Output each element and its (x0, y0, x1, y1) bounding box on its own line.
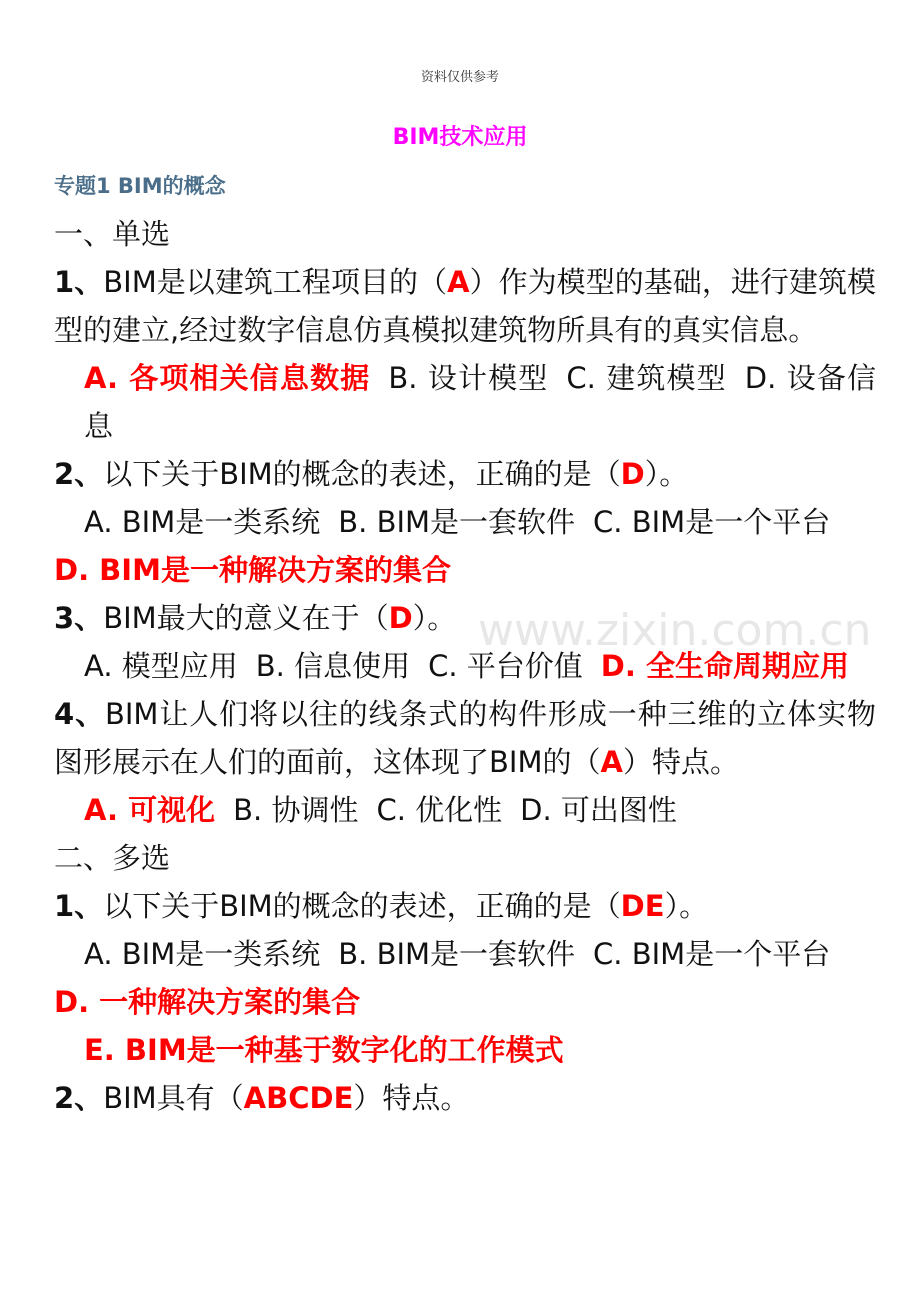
option-a: A. BIM是一类系统 (84, 937, 321, 971)
question-number: 3、 (54, 601, 104, 635)
answer: ABCDE (243, 1081, 354, 1115)
section-heading-single: 一、单选 (54, 217, 171, 251)
question-number: 2、 (54, 1081, 104, 1115)
option-a: A. BIM是一类系统 (84, 505, 321, 539)
question-text: BIM让人们将以往的线条式的构件形成一种三维的立体实物图形展示在人们的面前，这体现了BIM的（ (54, 697, 876, 779)
question-1 (54, 258, 876, 354)
question-number: 1、 (54, 265, 104, 299)
option-b: B. BIM是一套软件 (338, 505, 576, 539)
question-2-option-d-line (54, 546, 876, 594)
option-b: B. 协调性 (233, 793, 359, 827)
option-c: C. 优化性 (376, 793, 503, 827)
question-text: 以下关于BIM的概念的表述，正确的是（ (103, 457, 621, 491)
question-number: 4、 (54, 697, 105, 731)
document-body (54, 210, 876, 1122)
watermark-text: www.zixin.com.cn (478, 605, 872, 656)
answer: D (388, 601, 413, 635)
question-4-options (54, 786, 876, 834)
question-2-options (54, 498, 876, 546)
option-b: B. BIM是一套软件 (338, 937, 576, 971)
option-a: A. 各项相关信息数据 (84, 361, 371, 395)
document-title: BIM技术应用 (392, 125, 528, 150)
topic-heading: 专题1 BIM的概念 (54, 174, 226, 198)
header-note: 资料仅供参考 (420, 70, 499, 85)
question-3-options (54, 642, 876, 690)
option-a: A. 模型应用 (84, 649, 238, 683)
option-d: D. 可出图性 (520, 793, 677, 827)
option-d: D. BIM是一种解决方案的集合 (54, 553, 451, 587)
option-c: C. 建筑模型 (566, 361, 727, 395)
question-1-options (54, 354, 876, 450)
option-d: D. 全生命周期应用 (600, 649, 849, 683)
question-number: 2、 (54, 457, 104, 491)
multi-question-1-option-e-line (54, 1026, 876, 1074)
option-c: C. BIM是一个平台 (593, 937, 831, 971)
option-d: D. 一种解决方案的集合 (54, 985, 361, 1019)
multi-question-1-options (54, 930, 876, 978)
question-number: 1、 (54, 889, 104, 923)
multi-question-2 (54, 1074, 876, 1122)
question-text: ）。 (644, 457, 689, 491)
option-c: C. BIM是一个平台 (593, 505, 831, 539)
question-text: ）特点。 (353, 1081, 470, 1115)
question-text: 以下关于BIM的概念的表述，正确的是（ (103, 889, 621, 923)
answer: DE (620, 889, 665, 923)
question-text: ）。 (664, 889, 709, 923)
question-text: BIM最大的意义在于（ (103, 601, 389, 635)
answer: A (600, 745, 623, 779)
option-e: E. BIM是一种基于数字化的工作模式 (84, 1033, 564, 1067)
question-text: ）。 (412, 601, 457, 635)
option-d: D. 设备信息 (84, 361, 876, 443)
answer: D (620, 457, 645, 491)
answer: A (447, 265, 470, 299)
question-text: BIM具有（ (103, 1081, 244, 1115)
option-b: B. 设计模型 (388, 361, 549, 395)
option-b: B. 信息使用 (255, 649, 411, 683)
question-text: ）特点。 (622, 745, 739, 779)
option-a: A. 可视化 (84, 793, 216, 827)
section-heading-multi: 二、多选 (54, 841, 171, 875)
multi-question-1 (54, 882, 876, 930)
multi-question-1-option-d-line (54, 978, 876, 1026)
question-3 (54, 594, 876, 642)
question-text: BIM是以建筑工程项目的（ (103, 265, 448, 299)
question-2 (54, 450, 876, 498)
option-c: C. 平台价值 (428, 649, 583, 683)
question-text: ）作为模型的基础，进行建筑模型的建立,经过数字信息仿真模拟建筑物所具有的真实信息。 (54, 265, 876, 347)
question-4 (54, 690, 876, 786)
